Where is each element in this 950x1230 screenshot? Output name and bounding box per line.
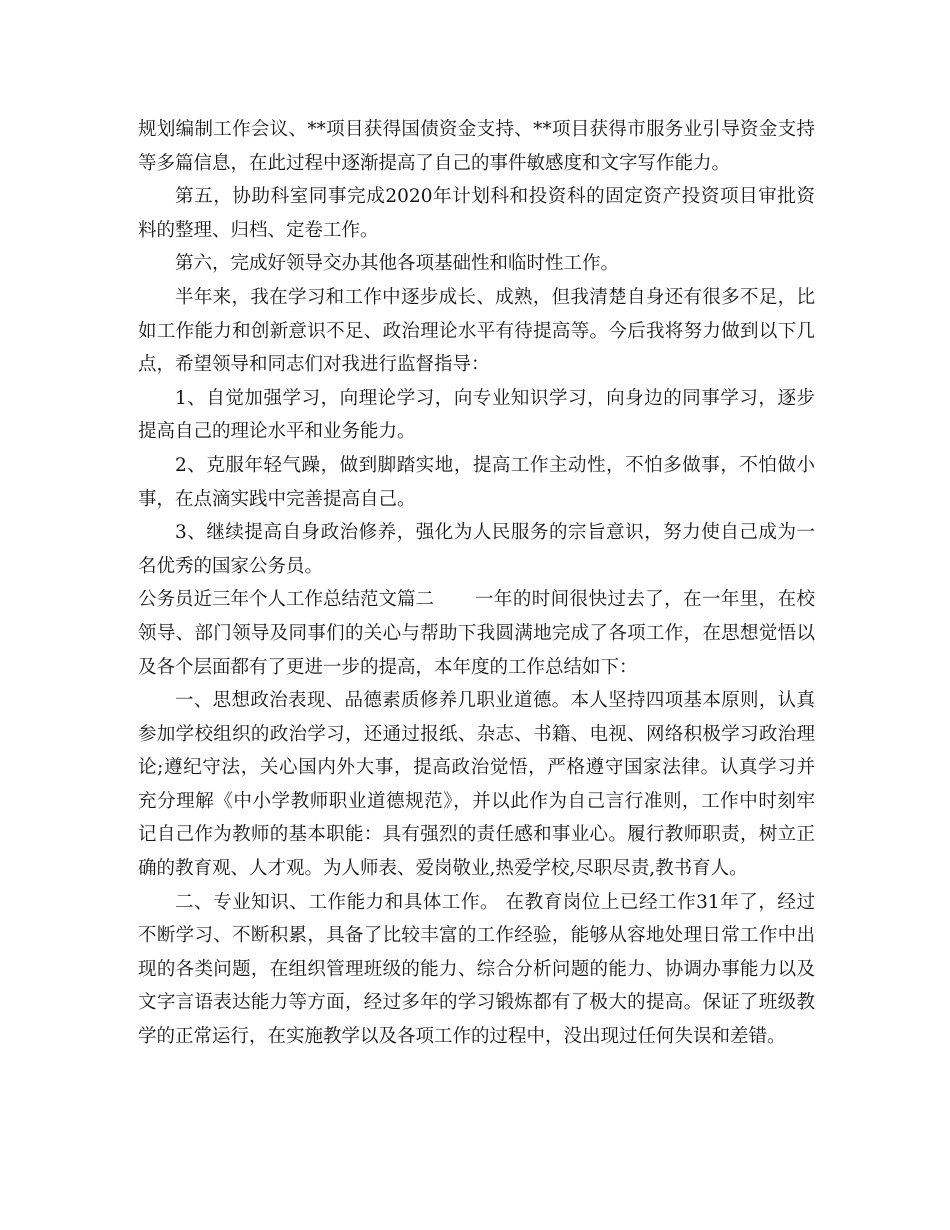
line-text: 学的正常运行，在实施教学以及各项工作的过程中，没出现过任何失误和差错。 [138, 1026, 786, 1048]
line-text: 一、思想政治表现、品德素质修养几职业道德。本人坚持四项基本原则，认真 [175, 690, 815, 712]
text-line [0, 348, 950, 382]
line-text: 等多篇信息，在此过程中逐渐提高了自己的事件敏感度和文字写作能力。 [138, 152, 731, 174]
text-line [0, 449, 950, 483]
line-text: 现的各类问题，在组织管理班级的能力、综合分析问题的能力、协调办事能力以及 [138, 958, 815, 980]
line-text: 第六，完成好领导交办其他各项基础性和临时性工作。 [175, 253, 620, 275]
text-line [0, 113, 950, 147]
text-line [0, 483, 950, 517]
text-line [0, 718, 950, 752]
line-text: 半年来，我在学习和工作中逐步成长、成熟，但我清楚自身还有很多不足，比 [175, 286, 815, 308]
text-line [0, 382, 950, 416]
text-line [0, 247, 950, 281]
text-line [0, 986, 950, 1020]
line-text: 二、专业知识、工作能力和具体工作。 在教育岗位上已经工作31年了，经过 [175, 891, 815, 913]
text-line [0, 953, 950, 987]
text-line [0, 281, 950, 315]
line-text: 事，在点滴实践中完善提高自己。 [138, 488, 416, 510]
document-body [0, 113, 950, 1054]
line-text: 第五，协助科室同事完成2020年计划科和投资科的固定资产投资项目审批资 [175, 186, 815, 208]
line-text: 文字言语表达能力等方面，经过多年的学习锻炼都有了极大的提高。保证了班级教 [138, 992, 815, 1014]
line-text: 及各个层面都有了更进一步的提高，本年度的工作总结如下： [138, 656, 638, 678]
line-text: 料的整理、归档、定卷工作。 [138, 219, 379, 241]
line-text: 点，希望领导和同志们对我进行监督指导： [138, 354, 490, 376]
line-text: 参加学校组织的政治学习，还通过报纸、杂志、书籍、电视、网络积极学习政治理 [138, 723, 815, 745]
text-line [0, 147, 950, 181]
text-line [0, 651, 950, 685]
section-heading-line [0, 583, 950, 617]
text-line [0, 550, 950, 584]
line-text: 如工作能力和创新意识不足、政治理论水平有待提高等。今后我将努力做到以下几 [138, 320, 815, 342]
text-line [0, 886, 950, 920]
line-text: 名优秀的国家公务员。 [138, 555, 324, 577]
text-line [0, 516, 950, 550]
line-text: 规划编制工作会议、**项目获得国债资金支持、**项目获得市服务业引导资金支持 [138, 119, 815, 140]
line-text: 一年的时间很快过去了，在一年里，在校 [475, 589, 815, 611]
line-text: 确的教育观、人才观。为人师表、爱岗敬业,热爱学校,尽职尽责,教书育人。 [138, 858, 748, 880]
line-text: 2、克服年轻气躁，做到脚踏实地，提高工作主动性，不怕多做事，不怕做小 [175, 454, 815, 476]
text-line [0, 180, 950, 214]
text-line [0, 1020, 950, 1054]
text-line [0, 751, 950, 785]
line-text: 1、自觉加强学习，向理论学习，向专业知识学习，向身边的同事学习，逐步 [175, 387, 815, 409]
text-line [0, 214, 950, 248]
line-text: 充分理解《中小学教师职业道德规范》，并以此作为自己言行准则，工作中时刻牢 [138, 790, 815, 812]
text-line [0, 315, 950, 349]
text-line [0, 852, 950, 886]
line-text: 提高自己的理论水平和业务能力。 [138, 421, 416, 443]
text-line [0, 415, 950, 449]
line-text: 3、继续提高自身政治修养，强化为人民服务的宗旨意识，努力使自己成为一 [175, 522, 815, 544]
section-heading: 公务员近三年个人工作总结范文篇二 [138, 589, 435, 611]
line-text: 论;遵纪守法，关心国内外大事，提高政治觉悟，严格遵守国家法律。认真学习并 [138, 757, 815, 779]
text-line [0, 684, 950, 718]
line-text: 记自己作为教师的基本职能：具有强烈的责任感和事业心。履行教师职责，树立正 [138, 824, 815, 846]
line-text: 领导、部门领导及同事们的关心与帮助下我圆满地完成了各项工作，在思想觉悟以 [138, 622, 815, 644]
text-line [0, 617, 950, 651]
text-line [0, 818, 950, 852]
text-line [0, 919, 950, 953]
line-text: 不断学习、不断积累，具备了比较丰富的工作经验，能够从容地处理日常工作中出 [138, 925, 815, 947]
text-line [0, 785, 950, 819]
